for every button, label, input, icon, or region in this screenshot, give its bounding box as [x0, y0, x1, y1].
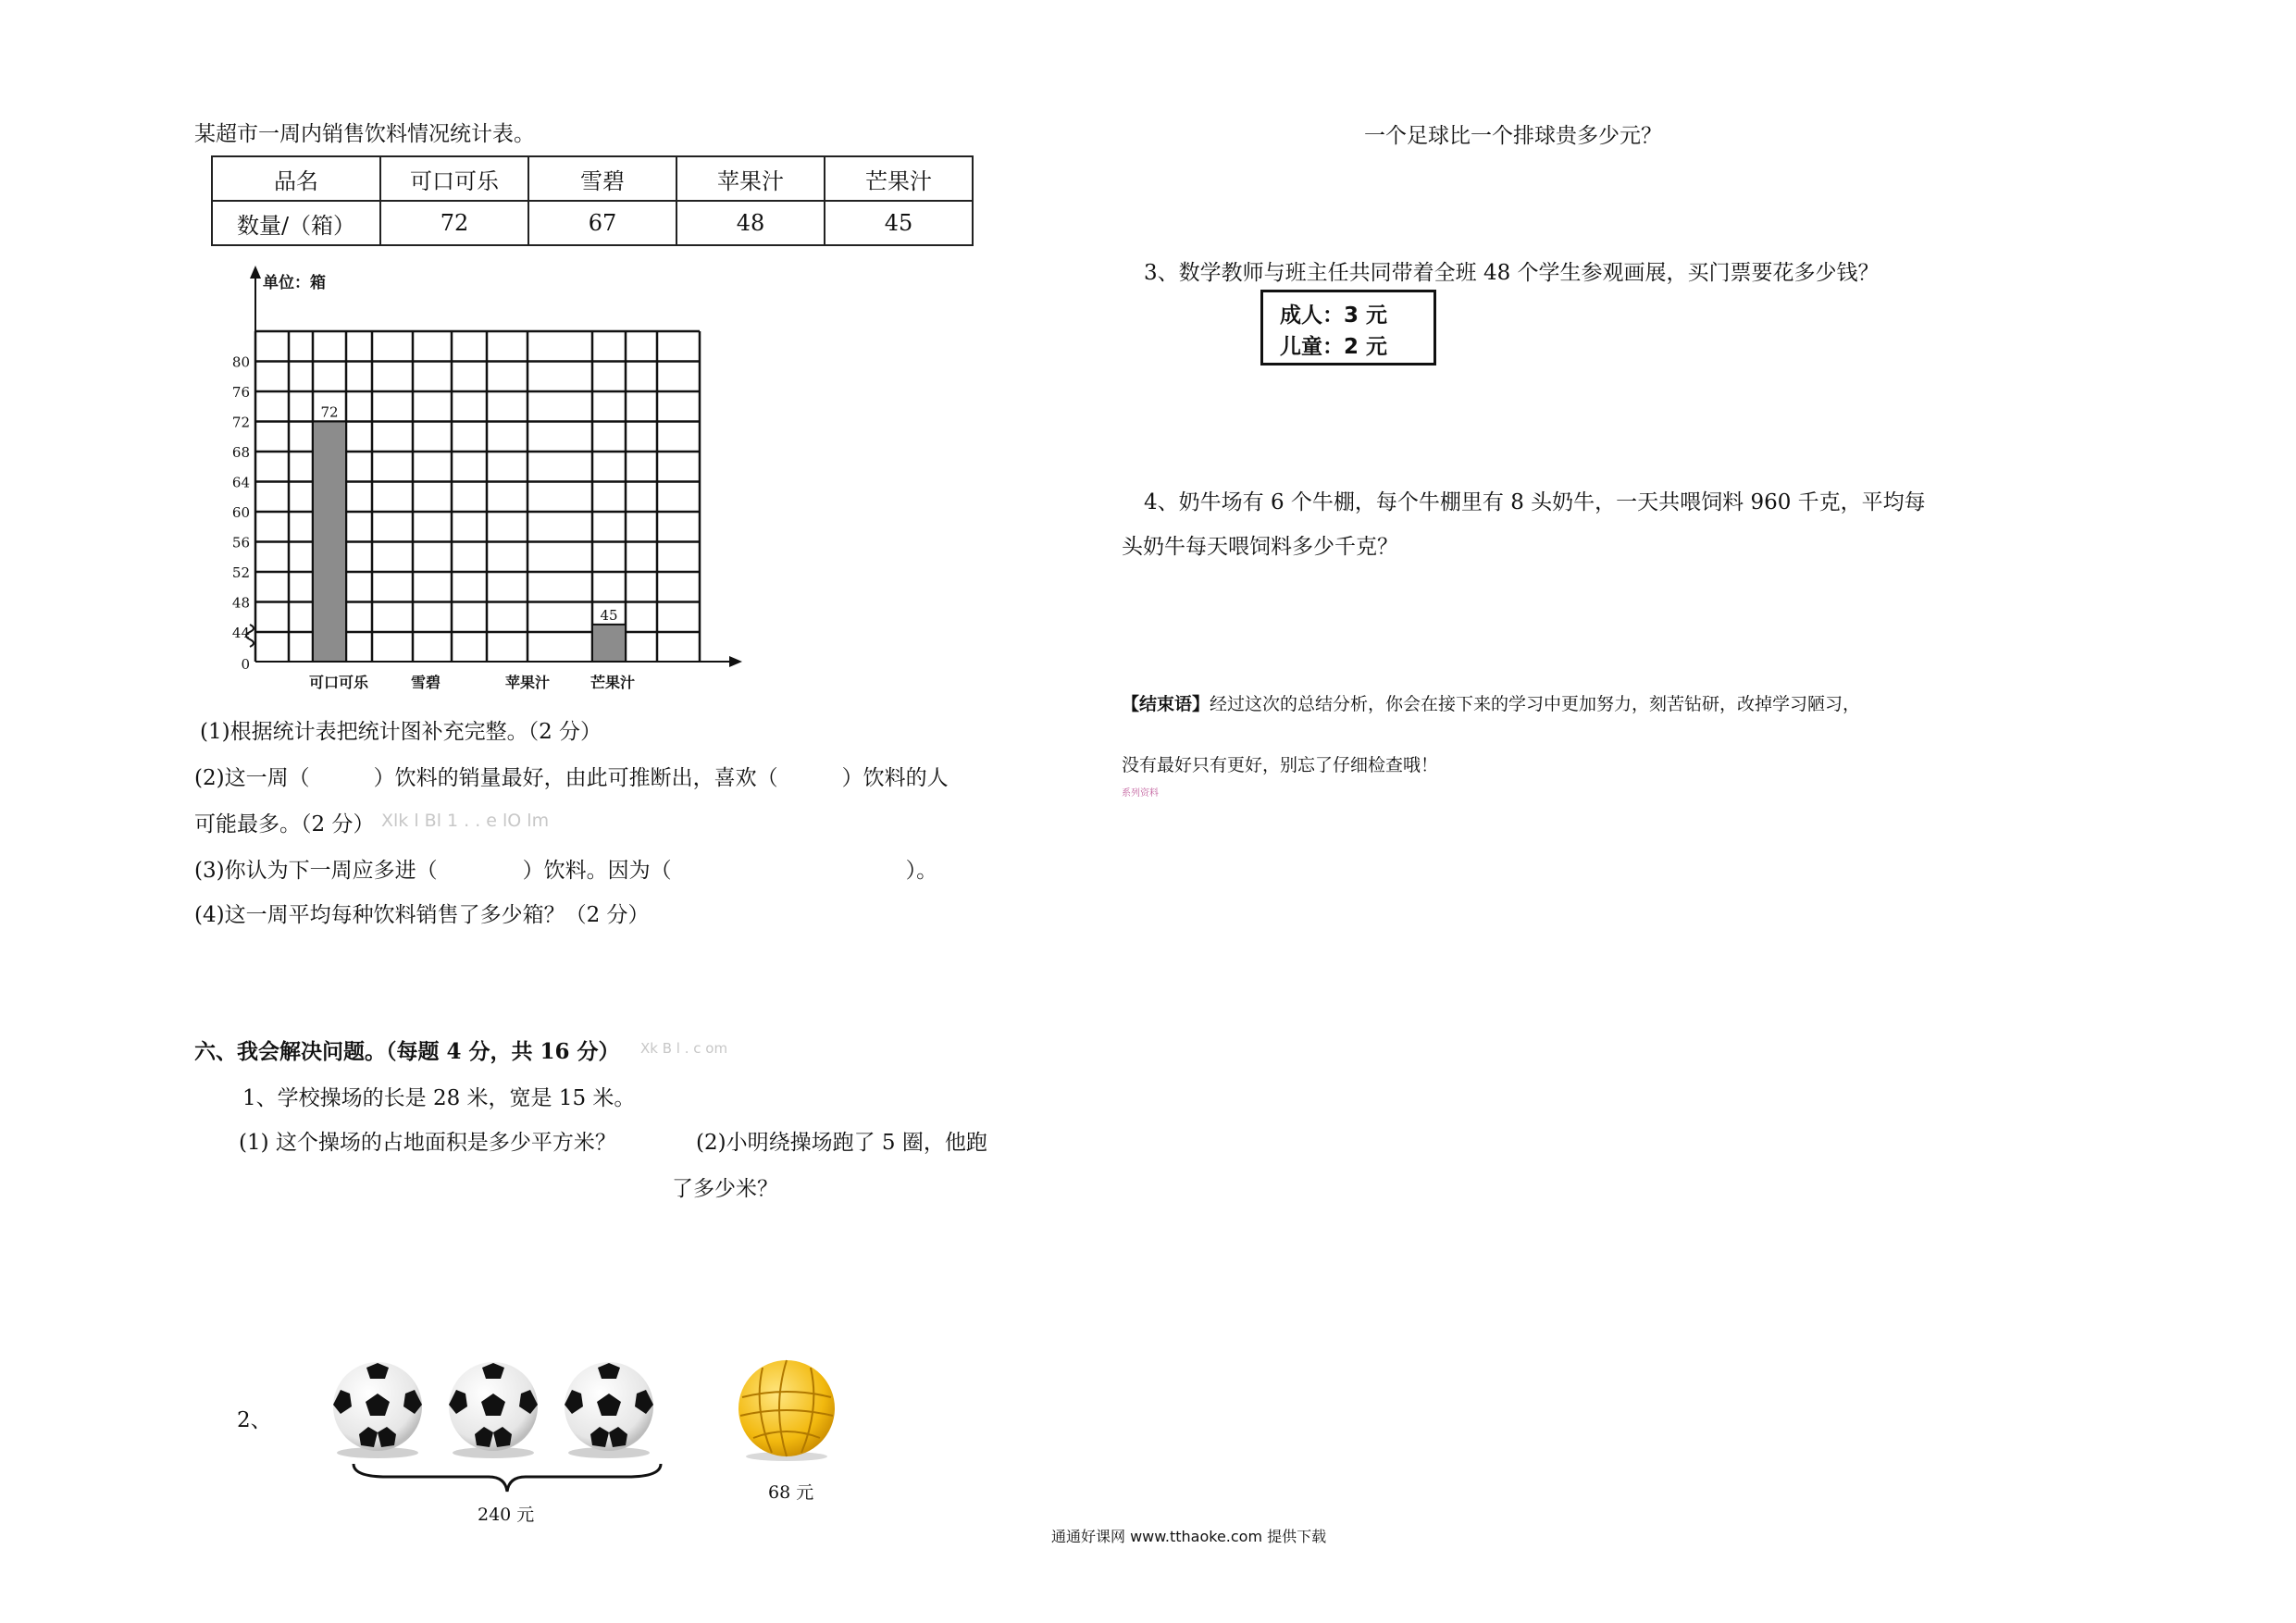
section-6-title: 六、我会解决问题。（每题 4 分，共 16 分）: [194, 1039, 620, 1064]
footer-credit: 通通好课网 www.tthaoke.com 提供下载: [1051, 1528, 1327, 1545]
table-row: [212, 201, 973, 245]
table-header-cell: 芒果汁: [825, 156, 973, 201]
sales-table: [211, 155, 974, 246]
table-cell: 67: [528, 201, 676, 245]
y-tick-label: 0: [241, 656, 250, 673]
ending-line-1: 经过这次的总结分析，你会在接下来的学习中更加努力，刻苦钻研，改掉学习陋习，: [1210, 694, 1861, 714]
table-header-cell: 雪碧: [528, 156, 676, 201]
table-header-cell: 苹果汁: [676, 156, 825, 201]
table-cell: 72: [380, 201, 528, 245]
problem-1: 1、学校操场的长是 28 米，宽是 15 米。: [242, 1086, 636, 1110]
problem-2-label: 2、: [237, 1408, 272, 1432]
table-cell: 45: [825, 201, 973, 245]
table-header-cell: 品名: [212, 156, 380, 201]
watermark-text: Xlk l Bl 1 . . e lO lm: [381, 811, 550, 831]
brace-icon: [350, 1460, 664, 1497]
bar-chart: [204, 264, 759, 699]
problem-2-question: 一个足球比一个排球贵多少元？: [1364, 124, 1662, 148]
soccer-ball-icon: [331, 1360, 664, 1462]
question-4: (4)这一周平均每种饮料销售了多少箱？（2 分）: [194, 903, 650, 927]
bar-data-label: 72: [320, 403, 339, 421]
problem-1-part-2-line-1: (2)小明绕操场跑了 5 圈，他跑: [696, 1131, 987, 1155]
table-header-cell: 可口可乐: [380, 156, 528, 201]
volleyball-price: 68 元: [768, 1482, 814, 1503]
bar-data-label: 45: [600, 606, 618, 624]
soccer-price: 240 元: [478, 1505, 535, 1525]
problem-1-part-2-line-2: 了多少米？: [672, 1177, 778, 1201]
table-title: 某超市一周内销售饮料情况统计表。: [194, 122, 535, 146]
ticket-adult: 成人：3 元: [1280, 304, 1388, 328]
table-row-label: 数量/（箱）: [212, 201, 380, 245]
y-tick-label: 52: [231, 564, 250, 581]
volleyball-icon: [735, 1358, 838, 1462]
problem-4-line-2: 头奶牛每天喂饲料多少千克？: [1122, 535, 1398, 559]
y-tick-label: 80: [231, 353, 250, 371]
problem-4-line-1: 4、奶牛场有 6 个牛棚，每个牛棚里有 8 头奶牛，一天共喂饲料 960 千克，平均每: [1144, 490, 1926, 514]
ticket-child: 儿童：2 元: [1280, 335, 1388, 359]
watermark-text: Xk B l . c om: [640, 1040, 728, 1057]
unit-label: 单位：箱: [263, 274, 326, 292]
question-3: (3)你认为下一周应多进（ ）饮料。因为（ ）。: [194, 859, 938, 883]
y-axis-arrow: [250, 266, 261, 279]
question-2-line-1: (2)这一周（ ）饮料的销量最好，由此可推断出，喜欢（ ）饮料的人: [194, 766, 949, 790]
x-tick-label: 苹果汁: [504, 674, 551, 691]
x-tick-label: 可口可乐: [308, 674, 369, 691]
y-tick-label: 64: [231, 474, 250, 491]
series-material-label: 系列资料: [1122, 788, 1159, 799]
question-2-line-2: 可能最多。（2 分）: [194, 812, 375, 836]
y-tick-label: 72: [231, 414, 250, 431]
y-tick-label: 56: [231, 534, 250, 551]
y-tick-label: 68: [231, 444, 250, 461]
question-1: (1)根据统计表把统计图补充完整。（2 分）: [200, 720, 602, 744]
x-tick-label: 芒果汁: [590, 674, 636, 691]
y-tick-label: 76: [231, 384, 250, 401]
bar: [313, 422, 346, 663]
bar: [592, 625, 626, 662]
table-header-row: [212, 156, 973, 201]
y-tick-label: 60: [231, 504, 250, 521]
ticket-price-box: [1260, 290, 1436, 365]
x-axis-arrow: [729, 656, 742, 667]
ending-line-2: 没有最好只有更好，别忘了仔细检查哦！: [1122, 755, 1439, 775]
x-tick-label: 雪碧: [410, 674, 441, 691]
table-cell: 48: [676, 201, 825, 245]
problem-1-part-1: (1) 这个操场的占地面积是多少平方米？: [239, 1131, 616, 1155]
ending-tag: 【结束语】: [1122, 694, 1210, 714]
y-tick-label: 44: [231, 625, 250, 641]
y-tick-label: 48: [231, 594, 250, 612]
ending-paragraph: [1122, 690, 1860, 715]
problem-3: 3、数学教师与班主任共同带着全班 48 个学生参观画展，买门票要花多少钱？: [1144, 261, 1880, 285]
